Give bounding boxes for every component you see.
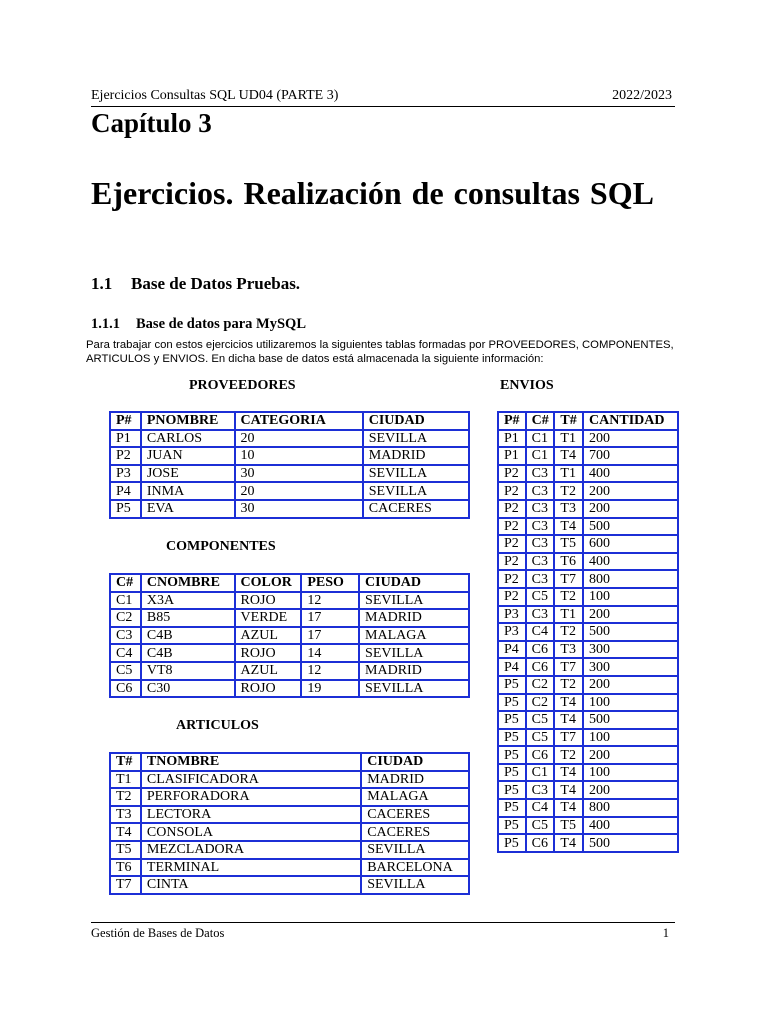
table-row [110,447,469,465]
table-cell: 17 [301,627,359,645]
table-cell: C6 [526,834,555,852]
table-cell: CLASIFICADORA [141,771,361,789]
table-cell: 20 [235,430,363,448]
table-cell: T3 [554,641,583,659]
table-cell: C3 [526,535,555,553]
table-cell: C2 [526,676,555,694]
table-cell: P1 [498,430,526,448]
table-row [498,694,678,712]
table-cell: AZUL [235,662,302,680]
section-number: 1.1 [91,274,113,293]
table-cell: 500 [583,623,678,641]
table-cell: JOSE [141,465,235,483]
column-header: T# [110,753,141,771]
table-cell: CACERES [361,806,469,824]
table-cell: T4 [554,834,583,852]
table-cell: C4B [141,644,235,662]
subsection-number: 1.1.1 [91,316,120,332]
table-cell: C5 [526,817,555,835]
table-cell: T2 [554,623,583,641]
table-cell: T2 [110,788,141,806]
table-cell: 200 [583,781,678,799]
table-cell: C3 [526,570,555,588]
column-header: COLOR [235,574,302,592]
table-cell: P3 [110,465,141,483]
table-cell: P1 [498,447,526,465]
column-header: C# [110,574,141,592]
table-cell: MADRID [359,662,469,680]
table-cell: P4 [498,641,526,659]
table-cell: 100 [583,764,678,782]
table-cell: C1 [526,430,555,448]
table-cell: 700 [583,447,678,465]
table-row [110,662,469,680]
chapter-heading: Capítulo 3 [91,108,212,138]
table-cell: 400 [583,465,678,483]
table-cell: P5 [498,799,526,817]
table-cell: MALAGA [361,788,469,806]
column-header: P# [498,412,526,430]
table-cell: P4 [498,658,526,676]
table-row [498,834,678,852]
table-cell: ROJO [235,644,302,662]
table-cell: C4 [526,623,555,641]
table-cell: 400 [583,553,678,571]
table-cell: C5 [526,588,555,606]
componentes-table [109,573,470,698]
table-cell: C30 [141,680,235,698]
column-header: CIUDAD [359,574,469,592]
table-cell: 800 [583,799,678,817]
table-row [498,447,678,465]
table-cell: T3 [554,500,583,518]
table-cell: P5 [498,746,526,764]
table-cell: 20 [235,482,363,500]
table-row [110,876,469,894]
table-cell: 200 [583,500,678,518]
table-cell: CACERES [361,823,469,841]
table-cell: P2 [498,500,526,518]
table-row [498,781,678,799]
column-header: PNOMBRE [141,412,235,430]
table-cell: 17 [301,609,359,627]
section-title: Base de Datos Pruebas. [131,274,301,293]
table-row [498,676,678,694]
table-cell: 14 [301,644,359,662]
table-cell: 200 [583,482,678,500]
table-cell: P5 [498,781,526,799]
table-cell: 19 [301,680,359,698]
table-cell: T7 [110,876,141,894]
table-row [110,644,469,662]
table-cell: P2 [498,570,526,588]
table-cell: C3 [526,500,555,518]
table-row [498,799,678,817]
table-cell: C3 [526,553,555,571]
table-cell: MADRID [361,771,469,789]
table-row [498,641,678,659]
table-cell: T1 [554,606,583,624]
table-cell: P3 [498,606,526,624]
table-row [498,430,678,448]
column-header: TNOMBRE [141,753,361,771]
componentes-caption: COMPONENTES [166,539,276,554]
table-cell: 200 [583,606,678,624]
table-row [498,746,678,764]
column-header: C# [526,412,555,430]
table-cell: T2 [554,676,583,694]
table-cell: P2 [110,447,141,465]
table-cell: P2 [498,518,526,536]
table-cell: PERFORADORA [141,788,361,806]
table-cell: CINTA [141,876,361,894]
table-cell: C4 [110,644,141,662]
table-cell: C3 [526,482,555,500]
table-cell: T4 [554,694,583,712]
table-cell: C4B [141,627,235,645]
table-row [498,570,678,588]
table-cell: P2 [498,588,526,606]
proveedores-table [109,411,470,519]
table-cell: T7 [554,729,583,747]
table-cell: SEVILLA [359,592,469,610]
table-cell: P1 [110,430,141,448]
table-cell: P5 [498,729,526,747]
table-cell: 30 [235,465,363,483]
table-cell: 100 [583,694,678,712]
table-cell: P5 [498,711,526,729]
table-row [498,606,678,624]
table-header-row [110,412,469,430]
table-row [498,588,678,606]
column-header: P# [110,412,141,430]
table-row [110,859,469,877]
table-cell: C3 [110,627,141,645]
table-cell: C3 [526,465,555,483]
table-row [498,711,678,729]
table-cell: T7 [554,658,583,676]
table-cell: VT8 [141,662,235,680]
table-row [110,500,469,518]
table-row [498,465,678,483]
column-header: CIUDAD [363,412,469,430]
table-cell: T2 [554,746,583,764]
table-cell: 500 [583,711,678,729]
table-cell: LECTORA [141,806,361,824]
table-cell: 200 [583,746,678,764]
page-number: 1 [662,926,669,940]
intro-paragraph: Para trabajar con estos ejercicios utilizaremos la siguientes tablas formadas por PROVEEDORES, COMPONENTES, ARTICULOS y ENVIOS. En dicha base de datos está almacenada la siguiente información: [86,339,674,365]
table-cell: SEVILLA [359,644,469,662]
table-cell: BARCELONA [361,859,469,877]
table-header-row [110,574,469,592]
table-cell: 500 [583,834,678,852]
table-cell: VERDE [235,609,302,627]
table-row [498,817,678,835]
footer-text: Gestión de Bases de Datos [91,926,225,940]
table-cell: T5 [554,817,583,835]
table-row [498,658,678,676]
table-cell: T5 [110,841,141,859]
table-cell: P2 [498,553,526,571]
table-cell: CARLOS [141,430,235,448]
table-cell: X3A [141,592,235,610]
table-cell: C6 [526,641,555,659]
table-cell: T5 [554,535,583,553]
table-row [110,823,469,841]
table-cell: P5 [498,834,526,852]
table-cell: P2 [498,535,526,553]
table-cell: C1 [526,447,555,465]
table-cell: SEVILLA [361,876,469,894]
table-cell: C1 [110,592,141,610]
column-header: CATEGORIA [235,412,363,430]
table-cell: C2 [526,694,555,712]
table-row [498,729,678,747]
table-row [110,465,469,483]
table-cell: C5 [526,711,555,729]
table-cell: SEVILLA [359,680,469,698]
table-cell: T4 [554,781,583,799]
table-cell: T3 [110,806,141,824]
table-row [110,788,469,806]
column-header: PESO [301,574,359,592]
column-header: CNOMBRE [141,574,235,592]
envios-table [497,411,679,853]
table-row [110,609,469,627]
table-cell: P2 [498,482,526,500]
table-row [498,553,678,571]
table-cell: T1 [110,771,141,789]
table-cell: C5 [110,662,141,680]
table-cell: T4 [554,447,583,465]
table-cell: 12 [301,662,359,680]
table-cell: 100 [583,588,678,606]
table-cell: C6 [110,680,141,698]
table-row [498,518,678,536]
table-row [498,500,678,518]
table-header-row [498,412,678,430]
table-cell: 200 [583,430,678,448]
subsection-title: Base de datos para MySQL [136,316,306,332]
table-cell: ROJO [235,592,302,610]
table-cell: T2 [554,482,583,500]
table-cell: SEVILLA [363,465,469,483]
table-cell: C3 [526,606,555,624]
table-cell: P2 [498,465,526,483]
table-cell: C4 [526,799,555,817]
table-cell: T4 [554,711,583,729]
table-row [110,482,469,500]
table-row [110,430,469,448]
table-cell: MADRID [359,609,469,627]
table-row [498,764,678,782]
table-cell: CACERES [363,500,469,518]
proveedores-caption: PROVEEDORES [189,378,296,393]
table-cell: C3 [526,518,555,536]
articulos-table [109,752,470,895]
table-cell: MALAGA [359,627,469,645]
table-cell: CONSOLA [141,823,361,841]
table-cell: P5 [498,817,526,835]
table-cell: C6 [526,746,555,764]
page-title: Ejercicios. Realización de consultas SQL [91,175,654,211]
table-cell: T1 [554,430,583,448]
table-cell: C5 [526,729,555,747]
table-cell: P5 [498,764,526,782]
table-cell: P5 [498,694,526,712]
table-cell: MADRID [363,447,469,465]
table-cell: C6 [526,658,555,676]
header-rule [91,106,675,107]
table-cell: 800 [583,570,678,588]
table-row [110,680,469,698]
footer-rule [91,922,675,923]
table-cell: P4 [110,482,141,500]
envios-caption: ENVIOS [500,378,554,393]
table-cell: 400 [583,817,678,835]
table-cell: C2 [110,609,141,627]
table-cell: T4 [110,823,141,841]
table-cell: T6 [110,859,141,877]
table-cell: EVA [141,500,235,518]
table-row [498,623,678,641]
table-cell: T1 [554,465,583,483]
table-cell: 10 [235,447,363,465]
table-cell: T6 [554,553,583,571]
table-row [498,482,678,500]
table-cell: T4 [554,799,583,817]
table-cell: ROJO [235,680,302,698]
running-header-year: 2022/2023 [612,88,672,103]
running-header-title: Ejercicios Consultas SQL UD04 (PARTE 3) [91,88,339,103]
table-cell: MEZCLADORA [141,841,361,859]
table-cell: SEVILLA [363,482,469,500]
table-cell: SEVILLA [363,430,469,448]
table-cell: 100 [583,729,678,747]
table-cell: T4 [554,764,583,782]
table-cell: P3 [498,623,526,641]
column-header: CANTIDAD [583,412,678,430]
table-cell: T2 [554,588,583,606]
table-row [110,627,469,645]
table-cell: T4 [554,518,583,536]
table-cell: JUAN [141,447,235,465]
table-header-row [110,753,469,771]
table-cell: 500 [583,518,678,536]
table-cell: AZUL [235,627,302,645]
table-cell: T7 [554,570,583,588]
table-row [110,771,469,789]
table-cell: TERMINAL [141,859,361,877]
table-cell: 12 [301,592,359,610]
table-cell: 300 [583,641,678,659]
table-cell: 600 [583,535,678,553]
table-row [110,806,469,824]
table-cell: C3 [526,781,555,799]
column-header: T# [554,412,583,430]
table-cell: C1 [526,764,555,782]
table-cell: INMA [141,482,235,500]
table-cell: SEVILLA [361,841,469,859]
table-cell: B85 [141,609,235,627]
table-cell: 200 [583,676,678,694]
table-cell: 300 [583,658,678,676]
table-cell: P5 [498,676,526,694]
articulos-caption: ARTICULOS [176,718,259,733]
column-header: CIUDAD [361,753,469,771]
table-cell: P5 [110,500,141,518]
table-cell: 30 [235,500,363,518]
table-row [110,592,469,610]
table-row [498,535,678,553]
table-row [110,841,469,859]
